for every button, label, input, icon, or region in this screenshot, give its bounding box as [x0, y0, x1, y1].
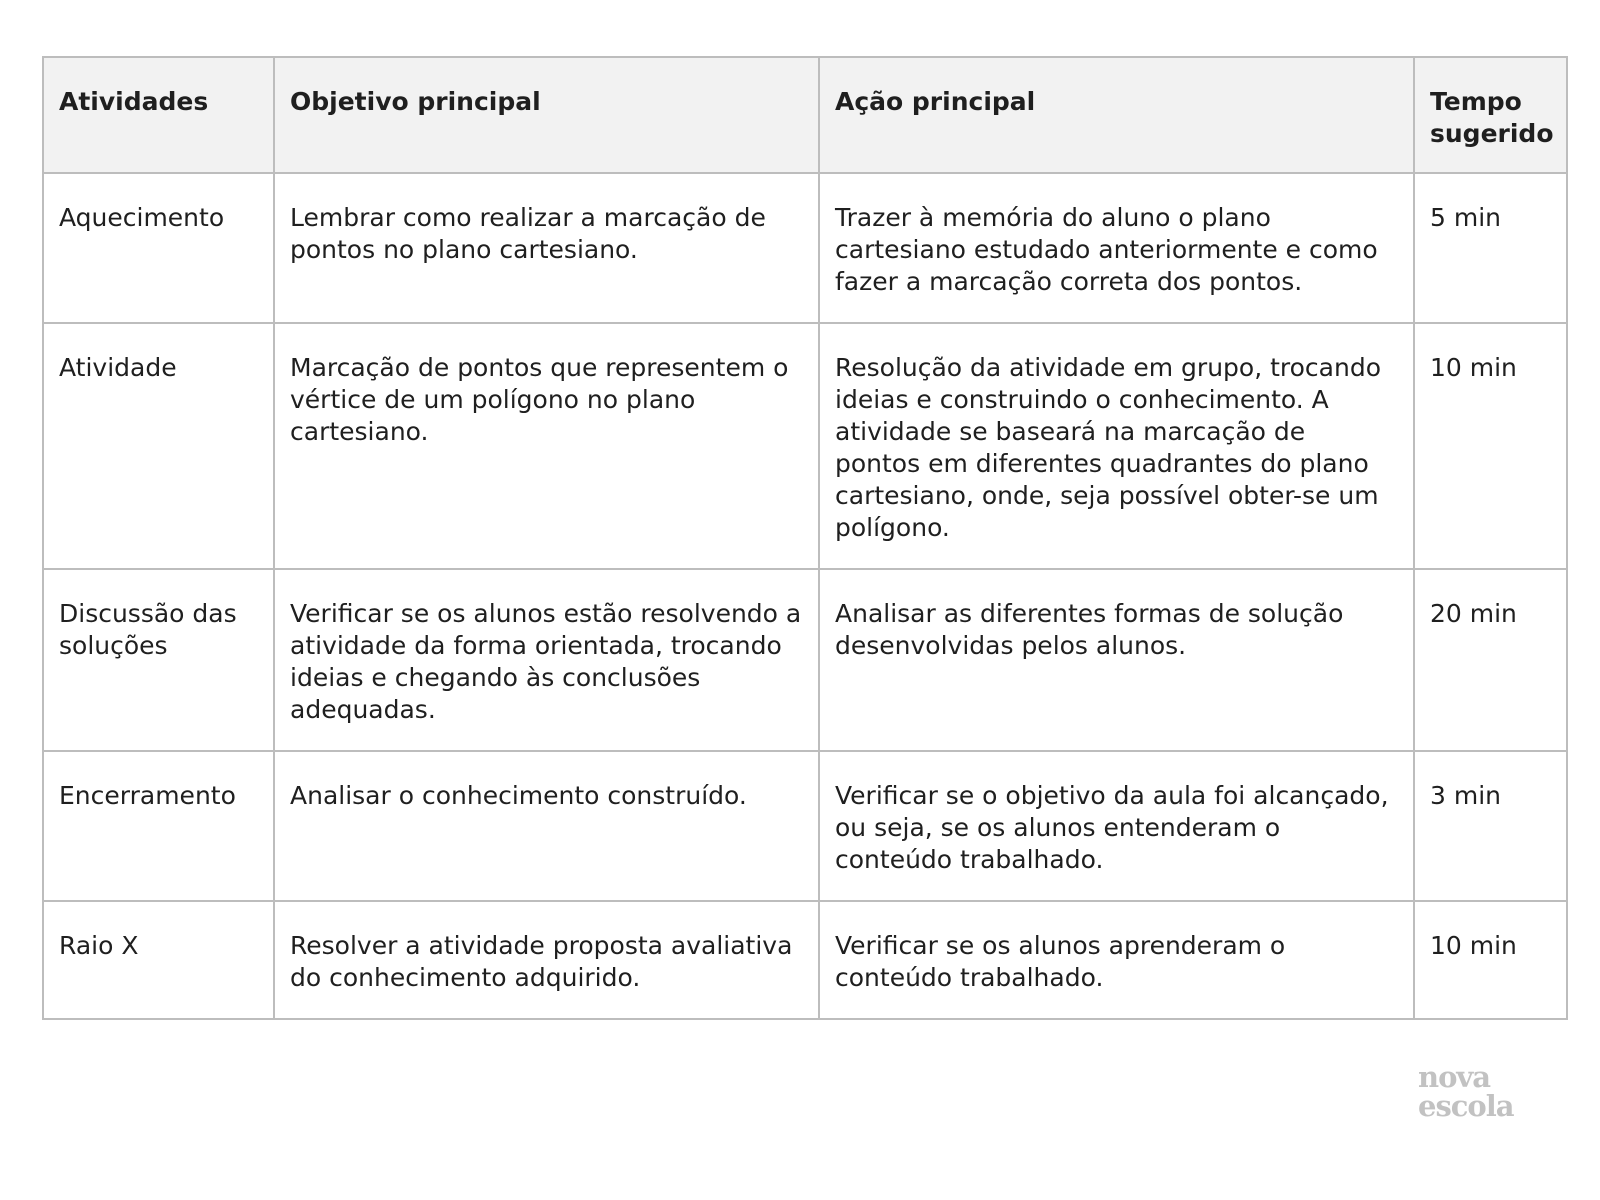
lesson-plan-table [42, 56, 1568, 1020]
cell-objetivo: Analisar o conhecimento construído. [274, 751, 819, 901]
cell-atividade: Atividade [43, 323, 274, 569]
cell-acao: Verificar se o objetivo da aula foi alcançado, ou seja, se os alunos entenderam o conteúdo trabalhado. [819, 751, 1414, 901]
header-objetivo: Objetivo principal [274, 57, 819, 173]
cell-acao: Resolução da atividade em grupo, trocando ideias e construindo o conhecimento. A atividade se baseará na marcação de pontos em diferentes quadrantes do plano cartesiano, onde, seja possível obter-se um polígono. [819, 323, 1414, 569]
table-row [43, 323, 1567, 569]
cell-objetivo: Verificar se os alunos estão resolvendo a atividade da forma orientada, trocando ideias e chegando às conclusões adequadas. [274, 569, 819, 751]
cell-acao: Analisar as diferentes formas de solução desenvolvidas pelos alunos. [819, 569, 1414, 751]
table-row [43, 751, 1567, 901]
cell-atividade: Encerramento [43, 751, 274, 901]
table-row [43, 569, 1567, 751]
cell-tempo: 10 min [1414, 323, 1567, 569]
cell-tempo: 5 min [1414, 173, 1567, 323]
cell-atividade: Discussão das soluções [43, 569, 274, 751]
nova-escola-logo [1418, 1060, 1538, 1123]
header-tempo: Tempo sugerido [1414, 57, 1567, 173]
table-row [43, 173, 1567, 323]
logo-line-nova: nova [1418, 1060, 1491, 1094]
cell-atividade: Aquecimento [43, 173, 274, 323]
cell-atividade: Raio X [43, 901, 274, 1019]
cell-tempo: 10 min [1414, 901, 1567, 1019]
cell-acao: Verificar se os alunos aprenderam o conteúdo trabalhado. [819, 901, 1414, 1019]
cell-tempo: 3 min [1414, 751, 1567, 901]
table-row [43, 901, 1567, 1019]
header-atividades: Atividades [43, 57, 274, 173]
cell-objetivo: Lembrar como realizar a marcação de pontos no plano cartesiano. [274, 173, 819, 323]
cell-acao: Trazer à memória do aluno o plano cartesiano estudado anteriormente e como fazer a marcação correta dos pontos. [819, 173, 1414, 323]
header-acao: Ação principal [819, 57, 1414, 173]
logo-line-escola: escola [1418, 1089, 1514, 1123]
cell-objetivo: Marcação de pontos que representem o vértice de um polígono no plano cartesiano. [274, 323, 819, 569]
table-header-row [43, 57, 1567, 173]
cell-objetivo: Resolver a atividade proposta avaliativa do conhecimento adquirido. [274, 901, 819, 1019]
cell-tempo: 20 min [1414, 569, 1567, 751]
